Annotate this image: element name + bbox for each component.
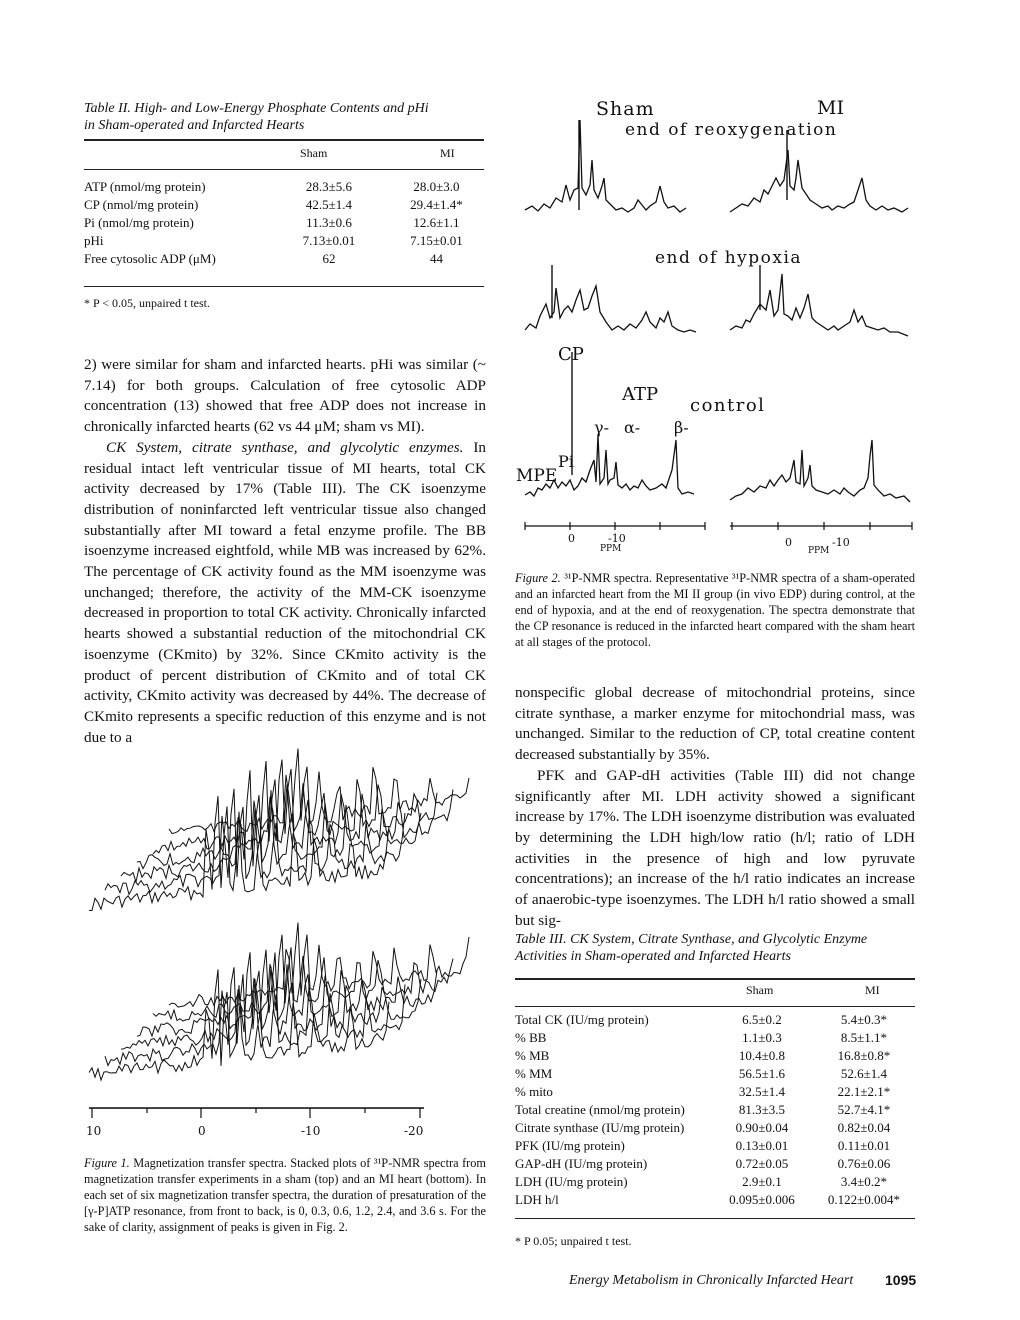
- table3-row: [515, 1029, 915, 1047]
- table2-sham-value: 7.13±0.01: [302, 233, 356, 248]
- spectrum-sham-hypoxia: [525, 286, 696, 332]
- table3-mi-value: 0.122±0.004*: [827, 1192, 901, 1207]
- table3-row: [515, 1155, 915, 1173]
- table3-title-line1: Table III. CK System, Citrate Synthase, and Glycolytic Enzyme: [515, 932, 868, 947]
- table3-row: [515, 1191, 915, 1209]
- table3-mi-value: 8.5±1.1*: [840, 1030, 888, 1045]
- table3-mi-value: 3.4±0.2*: [840, 1174, 888, 1189]
- fig2-label-gamma: γ-: [594, 418, 609, 437]
- figure1-caption-text: Magnetization transfer spectra. Stacked plots of ³¹P-NMR spectra from magnetization transfer experiments in a sham (top) and an MI heart (bottom). In each set of six magnetization transfer spectra, the duration of presaturation of the [γ-P]ATP resonance, from front to back, is 0, 0.3, 0.6, 1.2, 2.4, and 3.6 s. For the sake of clarity, assignment of peaks is given in Fig. 2.: [84, 1156, 486, 1234]
- table3-row: [515, 1137, 915, 1155]
- figure1-caption-label: Figure 1.: [84, 1156, 130, 1170]
- fig2-label-mpe: MPE: [516, 466, 558, 486]
- fig2-label-atp: ATP: [622, 384, 659, 405]
- table3-mi-value: 0.82±0.04: [837, 1120, 891, 1135]
- spectrum-mi-hypoxia: [730, 274, 908, 336]
- table3-caption: [515, 931, 915, 965]
- fig1-tick-0: 0: [198, 1124, 206, 1138]
- stacked-plot-sham: [89, 749, 469, 911]
- table2-row: [84, 250, 484, 268]
- fig1-tick-m10: -10: [301, 1124, 321, 1138]
- table3-sham-value: 56.5±1.6: [738, 1066, 786, 1081]
- stacked-spectrum-trace: [89, 796, 389, 910]
- table3-sham-value: 32.5±1.4: [738, 1084, 786, 1099]
- figure1-axis-ticks: [84, 1108, 444, 1128]
- table3-row-label: % mito: [515, 1084, 553, 1099]
- table2-row-label: Free cytosolic ADP (μM): [84, 251, 216, 266]
- spectrum-mi-control: [730, 440, 910, 502]
- table2-row: [84, 214, 484, 232]
- table3-mi-value: 0.76±0.06: [837, 1156, 891, 1171]
- fig2-tick-m10-left: -10: [608, 532, 626, 545]
- table2-sham-value: 62: [322, 251, 336, 266]
- figure2-caption: [515, 570, 915, 650]
- table2-col-sham: Sham: [300, 146, 328, 160]
- table2-col-mi: MI: [440, 146, 455, 160]
- left-paragraph-1: 2) were similar for sham and infarcted hearts. pHi was similar (~ 7.14) for both groups. Calculation of free cytosolic ADP concentration (13) showed that free ADP does not increase in chronically infarcted hearts (62 vs 44 μM; sham vs MI).: [84, 356, 486, 436]
- table3-row-label: GAP-dH (IU/mg protein): [515, 1156, 648, 1171]
- right-paragraph-1: nonspecific global decrease of mitochondrial proteins, since citrate synthase, a marker enzyme for mitochondrial mass, was unchanged. Similar to the reduction of CP, total creatine content decreased substantially by 35%.: [515, 684, 915, 764]
- page-number: 1095: [885, 1272, 917, 1288]
- table3-row: [515, 1101, 915, 1119]
- table2-top-rule: [84, 139, 484, 141]
- table3-mi-value: 5.4±0.3*: [840, 1012, 888, 1027]
- table2-row: [84, 178, 484, 196]
- table3-row-label: % BB: [515, 1030, 547, 1045]
- running-title: Energy Metabolism in Chronically Infarcted Heart: [569, 1273, 854, 1288]
- right-column-text: [515, 683, 915, 931]
- table3-top-rule: [515, 978, 915, 980]
- table3-row-label: Citrate synthase (IU/mg protein): [515, 1120, 685, 1135]
- table2-row-label: Pi (nmol/mg protein): [84, 215, 194, 230]
- table3-row: [515, 1173, 915, 1191]
- table2-sham-value: 28.3±5.6: [305, 179, 353, 194]
- section-heading-ck-system: CK System, citrate synthase, and glycolytic enzymes.: [106, 438, 464, 456]
- table3-col-mi: MI: [865, 983, 880, 997]
- table3-footnote: * P 0.05; unpaired t test.: [515, 1234, 632, 1248]
- fig2-tick-m10-right: -10: [832, 536, 850, 549]
- table2-title-line1: Table II. High- and Low-Energy Phosphate Contents and pHi: [84, 101, 429, 116]
- table2-sham-value: 42.5±1.4: [305, 197, 353, 212]
- table3-col-sham: Sham: [746, 983, 774, 997]
- table3-sham-value: 2.9±0.1: [742, 1174, 782, 1189]
- table2-title-line2: in Sham-operated and Infarcted Hearts: [84, 118, 305, 133]
- figure1-caption: [84, 1155, 486, 1235]
- table3-header-rule: [515, 1006, 915, 1007]
- table3-sham-value: 0.13±0.01: [735, 1138, 789, 1153]
- table3-sham-value: 1.1±0.3: [742, 1030, 782, 1045]
- table2-row-label: CP (nmol/mg protein): [84, 197, 199, 212]
- fig2-label-alpha: α-: [624, 418, 641, 437]
- fig2-tick-0-left: 0: [568, 532, 575, 545]
- table3-sham-value: 81.3±3.5: [738, 1102, 786, 1117]
- table3-sham-value: 10.4±0.8: [738, 1048, 786, 1063]
- table2-body: [84, 178, 484, 268]
- stacked-spectrum-trace: [137, 761, 437, 869]
- table2-sham-value: 11.3±0.6: [306, 215, 352, 230]
- table3-sham-value: 0.72±0.05: [735, 1156, 789, 1171]
- table2-row-label: pHi: [84, 233, 104, 248]
- table3-bottom-rule: [515, 1218, 915, 1219]
- fig2-label-beta: β-: [674, 418, 689, 437]
- table3-mi-value: 52.6±1.4: [840, 1066, 888, 1081]
- table3-sham-value: 6.5±0.2: [742, 1012, 782, 1027]
- fig2-label-cp: CP: [558, 344, 584, 365]
- table3-row-label: % MM: [515, 1066, 553, 1081]
- table2-mi-value: 7.15±0.01: [410, 233, 463, 248]
- table3-row-label: LDH h/l: [515, 1192, 559, 1207]
- table2-mi-value: 29.4±1.4*: [410, 197, 463, 212]
- stacked-spectrum-trace: [137, 950, 437, 1037]
- left-paragraph-2: [84, 438, 486, 749]
- figure2-caption-label: Figure 2.: [515, 571, 561, 585]
- table3-sham-value: 0.095±0.006: [729, 1192, 795, 1207]
- table3-row-label: LDH (IU/mg protein): [515, 1174, 628, 1189]
- figure2-spectra: [510, 90, 930, 560]
- table2-row: [84, 196, 484, 214]
- table3-row: [515, 1011, 915, 1029]
- fig2-label-mi: MI: [817, 97, 844, 119]
- table3-body: [515, 1011, 915, 1209]
- table2-caption: [84, 100, 504, 134]
- table3-row: [515, 1047, 915, 1065]
- table3-mi-value: 52.7±4.1*: [837, 1102, 891, 1117]
- table2-mi-value: 12.6±1.1: [413, 215, 460, 230]
- table3-row: [515, 1065, 915, 1083]
- fig2-tick-0-right: 0: [785, 536, 792, 549]
- table3-title-line2: Activities in Sham-operated and Infarcted Hearts: [515, 949, 791, 964]
- table3-row: [515, 1083, 915, 1101]
- table3-row: [515, 1119, 915, 1137]
- table3-mi-value: 0.11±0.01: [837, 1138, 891, 1153]
- fig1-tick-10: 10: [86, 1124, 102, 1138]
- table3-row-label: Total creatine (nmol/mg protein): [515, 1102, 685, 1117]
- figure1-stacked-plots: [84, 730, 504, 1110]
- table3-mi-value: 16.8±0.8*: [837, 1048, 891, 1063]
- table2-mi-value: 28.0±3.0: [413, 179, 460, 194]
- table2-row: [84, 232, 484, 250]
- fig2-label-hypoxia: end of hypoxia: [655, 248, 803, 268]
- table3-row-label: PFK (IU/mg protein): [515, 1138, 625, 1153]
- table2-header-rule: [84, 169, 484, 170]
- fig2-label-control: control: [690, 395, 766, 416]
- table3-row-label: Total CK (IU/mg protein): [515, 1012, 649, 1027]
- figure2-caption-text: ³¹P-NMR spectra. Representative ³¹P-NMR spectra of a sham-operated and an infarcted heart from the MI II group (in vivo EDP) during control, at the end of hypoxia, and at the end of reoxygenation. The spectra demonstrate that the CP resonance is reduced in the infarcted heart compared with the sham heart at all stages of the protocol.: [515, 571, 916, 649]
- right-paragraph-2: PFK and GAP-dH activities (Table III) did not change significantly after MI. LDH activity showed a significant increase by 17%. The LDH isoenzyme distribution was evaluated by determining the LDH high/low ratio (h/l; ratio of LDH activities in the presence of high and low pyruvate concentrations); an increase of the h/l ratio indicates an increase of anaerobic-type isoenzymes. The LDH h/l ratio showed a small but sig-: [515, 766, 915, 929]
- fig1-tick-m20: -20: [404, 1124, 424, 1138]
- stacked-plot-mi: [89, 923, 469, 1081]
- table2-mi-value: 44: [430, 251, 443, 266]
- table2-row-label: ATP (nmol/mg protein): [84, 179, 206, 194]
- fig2-label-pi: Pi: [558, 452, 574, 471]
- left-paragraph-2-body: In residual intact left ventricular tissue of MI hearts, total CK activity decreased by 17% (Table III). The CK isoenzyme distribution of noninfarcted left ventricular tissue also changed substantially after MI toward a fetal enzyme profile. The BB isoenzyme increased eightfold, while MB was increased by 62%. The percentage of CK activity found as the MM isoenzyme was unchanged; therefore, the activity of the MM-CK isoenzyme decreased in proportion to total CK activity. Chronically infarcted hearts showed a substantial reduction of the mitochondrial CK isoenzyme (CKmito) by 32%. Since CKmito activity is the product of percent distribution of CKmito and of total CK activity, CKmito activity was decreased by 44%. The decrease of CKmito represents a specific reduction of this enzyme and is not due to a: [84, 438, 486, 746]
- left-column-text: [84, 355, 486, 748]
- fig2-ppm-right: PPM: [808, 546, 830, 556]
- table3-row-label: % MB: [515, 1048, 550, 1063]
- table2-footnote: * P < 0.05, unpaired t test.: [84, 296, 210, 310]
- fig2-ppm-left: PPM: [600, 544, 622, 554]
- fig2-label-sham: Sham: [596, 98, 655, 120]
- table3-mi-value: 22.1±2.1*: [837, 1084, 891, 1099]
- spectrum-mi-reoxygenation: [730, 150, 908, 212]
- table2-bottom-rule: [84, 286, 484, 287]
- table3-sham-value: 0.90±0.04: [735, 1120, 789, 1135]
- fig2-label-reoxygenation: end of reoxygenation: [625, 120, 838, 140]
